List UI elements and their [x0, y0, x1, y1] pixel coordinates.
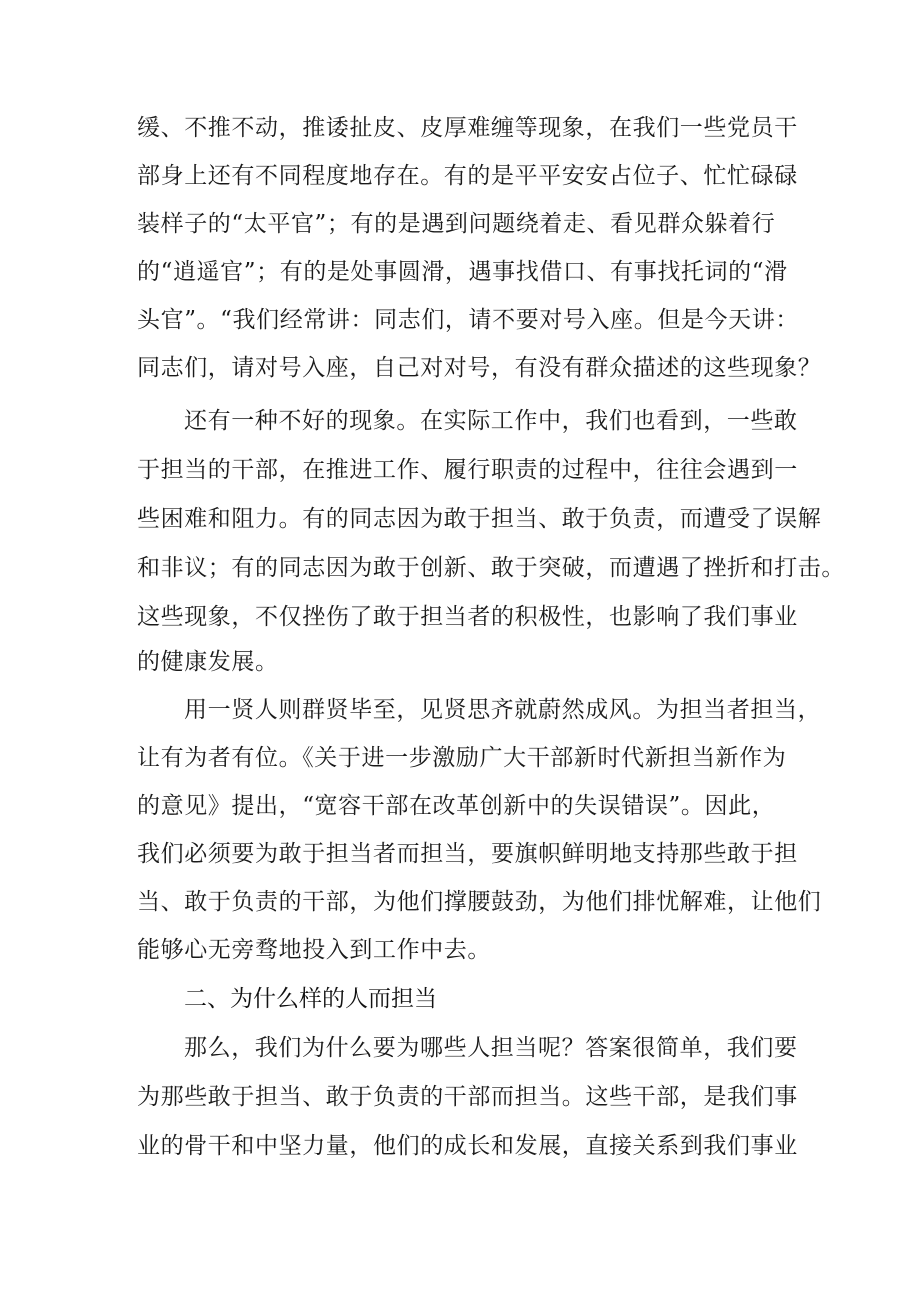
paragraph-1-line-4: 的“逍遥官”；有的是处事圆滑，遇事找借口、有事找托词的“滑 [137, 259, 788, 285]
paragraph-3-line-4: 我们必须要为敢于担当者而担当，要旗帜鲜明地支持那些敢于担 [137, 841, 798, 867]
paragraph-2-line-3: 些困难和阻力。有的同志因为敢于担当、敢于负责，而遭受了误解 [137, 506, 822, 532]
paragraph-2-line-4: 和非议；有的同志因为敢于创新、敢于突破，而遭遇了挫折和打击。 [137, 555, 845, 581]
paragraph-4-line-1: 那么，我们为什么要为哪些人担当呢？答案很简单，我们要 [184, 1035, 798, 1061]
paragraph-1-line-5: 头官”。“我们经常讲：同志们，请不要对号入座。但是今天讲： [137, 307, 799, 333]
paragraph-4-line-2: 为那些敢于担当、敢于负责的干部而担当。这些干部，是我们事 [137, 1084, 798, 1110]
section-heading: 二、为什么样的人而担当 [184, 986, 437, 1012]
paragraph-4-line-3: 业的骨干和中坚力量，他们的成长和发展，直接关系到我们事业 [137, 1133, 798, 1159]
paragraph-1-line-6: 同志们，请对号入座，自己对对号，有没有群众描述的这些现象？ [137, 355, 822, 381]
paragraph-1-line-1: 缓、不推不动，推诿扯皮、皮厚难缠等现象，在我们一些党员干 [137, 115, 798, 141]
paragraph-1-line-2: 部身上还有不同程度地存在。有的是平平安安占位子、忙忙碌碌 [137, 163, 798, 189]
paragraph-3-line-5: 当、敢于负责的干部，为他们撑腰鼓劲，为他们排忧解难，让他们 [137, 889, 822, 915]
paragraph-2-line-5: 这些现象，不仅挫伤了敢于担当者的积极性，也影响了我们事业 [137, 604, 798, 630]
paragraph-3-line-2: 让有为者有位。《关于进一步激励广大干部新时代新担当新作为 [137, 745, 787, 771]
paragraph-2-line-1: 还有一种不好的现象。在实际工作中，我们也看到，一些敢 [184, 408, 798, 434]
paragraph-2-line-2: 于担当的干部，在推进工作、履行职责的过程中，往往会遇到一 [137, 457, 798, 483]
paragraph-3-line-1: 用一贤人则群贤毕至，见贤思齐就蔚然成风。为担当者担当， [184, 697, 822, 723]
paragraph-3-line-6: 能够心无旁骛地投入到工作中去。 [137, 937, 491, 963]
paragraph-1-line-3: 装样子的“太平官”；有的是遇到问题绕着走、看见群众躲着行 [137, 211, 776, 237]
paragraph-3-line-3: 的意见》提出，“宽容干部在改革创新中的失误错误”。因此， [137, 793, 776, 819]
paragraph-2-line-6: 的健康发展。 [137, 649, 279, 675]
